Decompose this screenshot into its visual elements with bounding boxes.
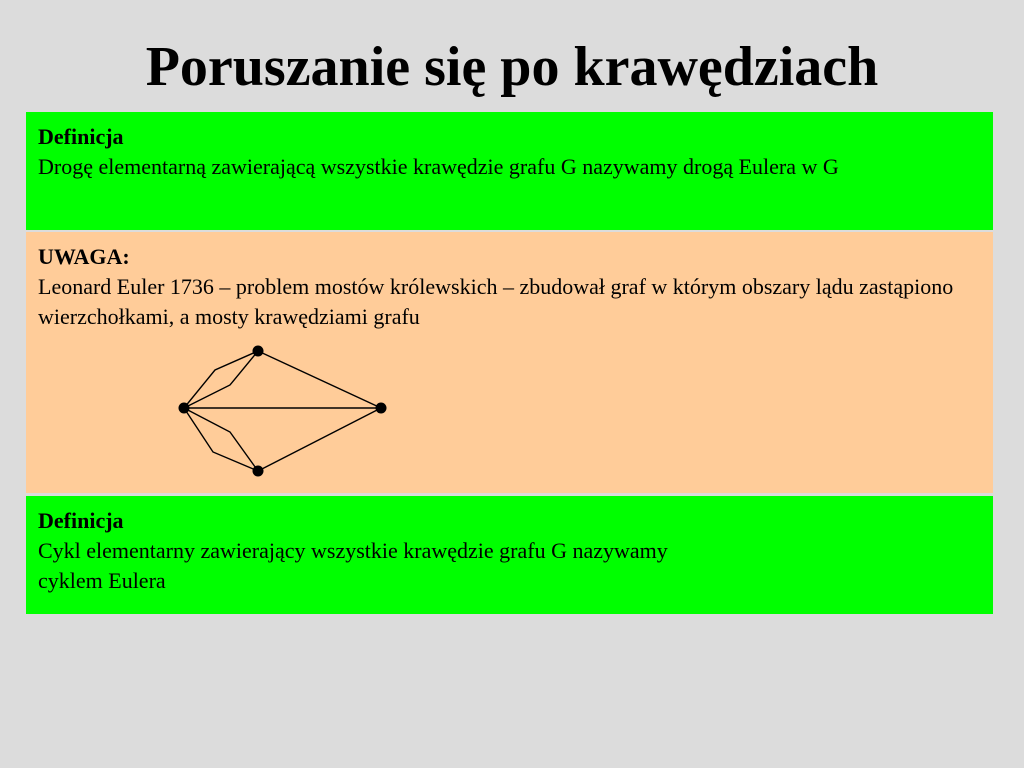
slide-title: Poruszanie się po krawędziach — [145, 36, 879, 98]
graph-vertex — [376, 403, 387, 414]
definition-text: Drogę elementarną zawierającą wszystkie krawędzie grafu G nazywamy drogą Eulera w G — [38, 154, 839, 179]
graph-edge — [184, 408, 258, 471]
graph-edge — [184, 351, 258, 408]
note-text: Leonard Euler 1736 – problem mostów królewskich – zbudował graf w którym obszary lądu zastąpiono wierzchołkami, a mosty krawędziami grafu — [38, 274, 954, 329]
definition-heading: Definicja — [38, 508, 124, 533]
graph-vertices — [179, 346, 387, 477]
definition-heading: Definicja — [38, 124, 124, 149]
graph-edge — [184, 351, 258, 408]
graph-vertex — [253, 346, 264, 357]
graph-vertex — [179, 403, 190, 414]
graph-edge — [184, 408, 258, 471]
graph-edges — [184, 351, 381, 471]
definition-text-line-1: Cykl elementarny zawierający wszystkie krawędzie grafu G nazywamy — [38, 538, 668, 563]
graph-edge — [258, 408, 381, 471]
definition-text-line-2: cyklem Eulera — [38, 568, 166, 593]
note-heading: UWAGA: — [38, 244, 130, 269]
graph-edge — [258, 351, 381, 408]
graph-vertex — [253, 466, 264, 477]
